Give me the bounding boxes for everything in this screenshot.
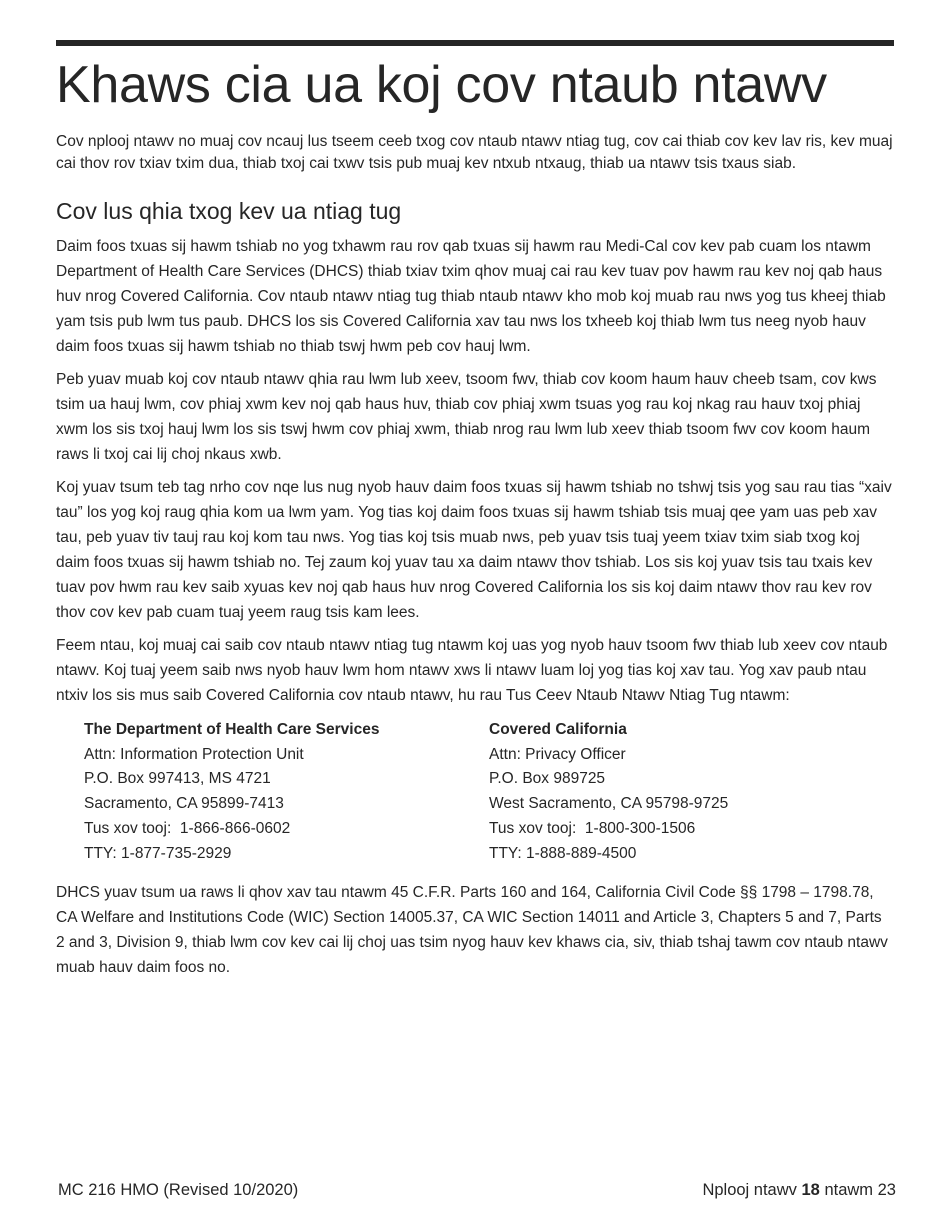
page-suffix: ntawm 23 [824,1181,896,1199]
address-city: Sacramento, CA 95899-7413 [84,795,284,813]
address-phone: Tus xov tooj: 1-866-866-0602 [84,819,291,837]
page-title: Khaws cia ua koj cov ntaub ntawv [56,56,827,114]
closing-paragraph: DHCS yuav tsum ua raws li qhov xav tau ntawm 45 C.F.R. Parts 160 and 164, California Civil Code §§ 1798 – 1798.78, CA Welfare and Institutions Code (WIC) Section 14005.37, CA WIC Section 14011 and Article 3, Chapters 5 and 7, Parts 2 and 3, Division 9, thiab lwm cov kev cai lij choj uas tsim nyog hauv kev khaws cia, siv, thiab tshaj tawm cov ntaub ntawv muab hauv daim foos no. [56,884,888,977]
body-paragraph-3: Koj yuav tsum teb tag nrho cov nqe lus nug nyob hauv daim foos txuas sij hawm tshiab no tshwj tsis yog sau rau tias “xaiv tau” los yog koj raug qhia kom ua lwm yam. Yog tias koj daim foos txuas sij hawm tshiab tsis muaj qee yam uas peb xav tau, peb yuav tiv tauj rau koj kom tau nws. Yog tias koj tsis muab nws, peb yuav tsis tuaj yeem txiav txim siab txog koj daim foos txuas sij hawm tshiab no. Tej zaum koj yuav tau xa daim ntawv thov tshiab. Los sis koj yuav tsis tau txais kev tuav pov hwm rau kev saib xyuas kev noj qab haus huv nrog Covered California los sis koj daim ntawv thov rau kev rov thov cov kev pab cuam tuaj yeem raug tsis kam lees. [56,479,892,621]
address-tty: TTY: 1-888-889-4500 [489,844,637,862]
address-name: The Department of Health Care Services [84,721,380,738]
address-phone: Tus xov tooj: 1-800-300-1506 [489,819,696,837]
document-page [56,40,894,980]
body-paragraph-2: Peb yuav muab koj cov ntaub ntawv qhia rau lwm lub xeev, tsoom fwv, thiab cov koom haum hauv cheeb tsam, cov kws tsim ua hauj lwm, cov phiaj xwm kev noj qab haus huv, thiab cov phiaj xwm tsuas yog rau koj nkag rau hauv txoj phiaj xwm los sis txoj hauj lwm los sis tswj hwm cov phiaj xwm, thiab nrog rau lwm lub xeev thiab tsoom fwv cov koom haum raws li txoj cai lij choj nkaus xwb. [56,371,877,463]
address-name: Covered California [489,721,627,738]
address-dhcs [84,718,489,866]
address-attn: Attn: Privacy Officer [489,745,626,763]
body-paragraph-4: Feem ntau, koj muaj cai saib cov ntaub ntawv ntiag tug ntawm koj uas yog nyob hauv tsoom fwv thiab lub xeev cov ntaub ntawv. Koj tuaj yeem saib nws nyob hauv lwm hom ntawv xws li ntawv luam loj yog tias koj xav tau. Yog xav paub ntau ntxiv los sis mus saib Covered California cov ntaub ntawv, hu rau Tus Ceev Ntaub Ntawv Ntiag Tug ntawm: [56,637,888,704]
form-id: MC 216 HMO (Revised 10/2020) [58,1181,299,1199]
page-indicator [702,1180,896,1200]
page-number: 18 [801,1181,820,1199]
top-rule [56,40,894,46]
body-paragraph-1: Daim foos txuas sij hawm tshiab no yog txhawm rau rov qab txuas sij hawm rau Medi-Cal cov kev pab cuam los ntawm Department of Health Care Services (DHCS) thiab txiav txim qhov muaj cai rau kev tuav pov hawm rau kev noj qab haus huv nrog Covered California. Cov ntaub ntawv ntiag tug thiab ntaub ntawv kho mob koj muab rau nws yog tus kheej thiab yam tsis pub lwm tus paub. DHCS los sis Covered California xav tau nws los txheeb koj thiab lwm tus neeg nyob hauv daim foos txuas sij hawm tshiab no thiab tswj hwm peb cov hauj lwm. [56,238,886,355]
address-covered-california [489,718,894,866]
address-attn: Attn: Information Protection Unit [84,745,304,763]
address-tty: TTY: 1-877-735-2929 [84,844,232,862]
section-heading: Cov lus qhia txog kev ua ntiag tug [56,198,402,224]
page-prefix: Nplooj ntawv [702,1181,797,1199]
address-block [84,718,894,866]
intro-paragraph: Cov nplooj ntawv no muaj cov ncauj lus tseem ceeb txog cov ntaub ntawv ntiag tug, cov cai thiab cov kev lav ris, kev muaj cai thov rov txiav txim dua, thiab txoj cai txwv tsis pub muaj kev ntxub ntxaug, thiab ua ntawv tsis txaus siab. [56,133,893,172]
address-po-box: P.O. Box 997413, MS 4721 [84,770,271,788]
address-po-box: P.O. Box 989725 [489,770,606,788]
address-city: West Sacramento, CA 95798-9725 [489,795,729,813]
